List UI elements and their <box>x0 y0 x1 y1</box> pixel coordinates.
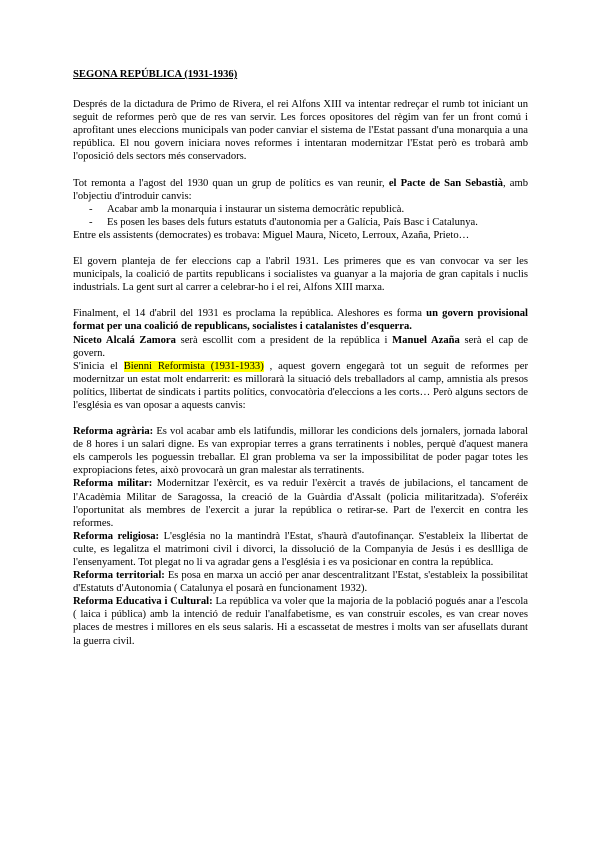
elections-paragraph: El govern planteja de fer eleccions cap a l'abril 1931. Les primeres que es van convocar va ser les municipals, la coalició de partits republicans i socialistes va guanyar a la majoria de gran capitals i nuclis industrials. La gent surt al carrer a celebrar-ho i el rei, Alfons XIII marxa. <box>73 256 528 294</box>
document-page <box>73 68 528 648</box>
head-of-government-name: Manuel Azaña <box>392 334 460 346</box>
pacte-text-before: Tot remonta a l'agost del 1930 quan un grup de polítics es van reunir, <box>73 177 389 189</box>
page-title: SEGONA REPÚBLICA (1931-1936) <box>73 69 238 80</box>
reform-label: Reforma militar: <box>73 478 153 490</box>
intro-paragraph: Després de la dictadura de Primo de Rivera, el rei Alfons XIII va intentar redreçar el rumb tot iniciant un seguit de reformes però que de res van servir. Les forces opositores del règim van fer un front comú i aprofitant unes eleccions municipals van poder canviar el sistema de l'Estat passant d'una monarquia a una república. El nou govern iniciara noves reformes i intentaran modernitzar l'Estat però es trobarà amb l'oposició dels sectors més conservadors. <box>73 99 528 163</box>
proclamation-bold: un govern provisional format per una coalició de republicans, socialistes i catalanistes d'esquerra. <box>73 308 528 333</box>
leaders-text-mid: serà escollit com a president de la república i <box>175 334 393 346</box>
reform-label: Reforma religiosa: <box>73 530 160 542</box>
reform-militar-paragraph <box>73 477 528 529</box>
reform-text: La república va voler que la majoria de la població pogués anar a l'escola ( laica i pública) amb la intenció de reduir l'analfabetisme, es van construir escoles, es van crear noves places de mestres i millores en els seus salaris. Hi a escassetat de mestres i molts van ser afusellats durant la guerra civil. <box>73 596 528 647</box>
pacte-text-after: , amb l'objectiu d'introduir canvis: <box>73 177 528 202</box>
bienni-highlight: Bienni Reformista (1931-1933) <box>123 360 264 372</box>
reform-text: Es vol acabar amb els latifundis, millorar les condicions dels jornalers, jornada laboral de 8 hores i un salari digne. Es van expropiar terres a grans terratinents i nobles, perquè d'aquest manera els camperols les poguessin treballar. El gran problema va ser la impossibilitat de poder pagar totes les expropiacions fetes, això provocarà un gran malestar als terratinents. <box>73 426 529 477</box>
reform-label: Reforma agrària: <box>73 426 154 438</box>
objectives-list <box>73 203 528 229</box>
reform-territorial-paragraph <box>73 569 528 595</box>
president-name: Niceto Alcalá Zamora <box>73 334 176 346</box>
reform-text: Es posa en marxa un acció per anar descentralitzant l'Estat, s'estableix la possibilitat d'Estatuts d'Autonomia ( Catalunya el posarà en funcionament 1932). <box>73 570 528 595</box>
attendees-paragraph: Entre els assistents (democrates) es trobava: Miguel Maura, Niceto, Lerroux, Azaña, Prieto… <box>73 229 470 241</box>
proclamation-text: Finalment, el 14 d'abril del 1931 es proclama la república. Aleshores es forma <box>73 308 427 320</box>
proclamation-paragraph <box>73 307 528 333</box>
reform-agraria-paragraph <box>73 425 528 477</box>
pacte-paragraph <box>73 177 528 203</box>
reform-label: Reforma Educativa i Cultural: <box>73 596 213 608</box>
bienni-paragraph <box>73 360 528 412</box>
list-item: - Acabar amb la monarquia i instaurar un sistema democràtic republicà. <box>73 203 528 216</box>
reform-text: Modernitzar l'exèrcit, es va reduir l'exèrcit a través de jubilacions, el tancament de l'Acadèmia Militar de Saragossa, la creació de la Guàrdia d'Assalt (policia militaritzada). S'oferéix l'oportunitat als membres de l'exercit a jurar la república o retirar-se. Part de l'exercit en contra les reformes. <box>73 478 528 529</box>
list-item: - Es posen les bases dels futurs estatuts d'autonomia per a Galícia, País Basc i Catalunya. <box>73 216 528 229</box>
pacte-bold: el Pacte de San Sebastià <box>388 177 503 189</box>
reform-label: Reforma territorial: <box>73 570 165 582</box>
bienni-text-after: , aquest govern engegarà tot un seguit de reformes per modernitzar un estat molt endarrerit: es millorarà la situació dels treballadors al camp, amnistia als presos polítics, llibertat de sindicats i partits polítics, convocatòria d'eleccions a les corts… Però alguns sectors de l'església es van oposar a aquests canvis: <box>73 360 528 411</box>
leaders-text-after: serà el cap de govern. <box>73 334 528 359</box>
reform-text: L'església no la mantindrà l'Estat, s'haurà d'autofinançar. S'estableix la llibertat de culte, es legalitza el matrimoni civil i divorci, la dissolució de la Companyia de Jesús i es desllliga de l'ensenyament. Tot plegat no li va agradar gens a l'església i es va posicionar en contra la república. <box>73 530 528 568</box>
bienni-text-before: S'inicia el <box>73 360 124 372</box>
leaders-paragraph <box>73 334 528 360</box>
reform-religiosa-paragraph <box>73 530 528 569</box>
reform-educativa-paragraph <box>73 595 528 647</box>
